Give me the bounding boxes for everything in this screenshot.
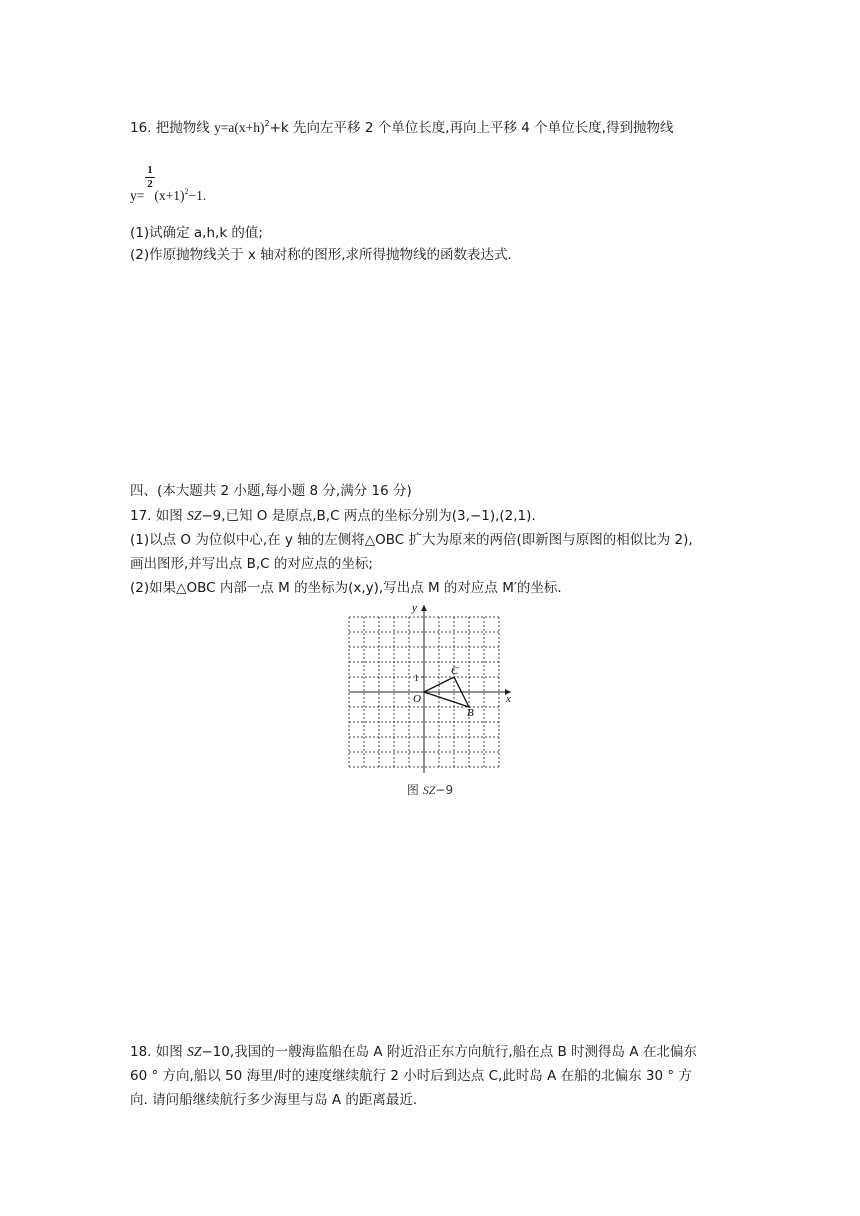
q16-formula: y=a(x+h) <box>214 120 265 135</box>
fraction-numerator: 1 <box>145 165 155 178</box>
exponent: 2 <box>264 119 270 128</box>
q18-line-1 <box>130 1043 697 1061</box>
point-c-label: C <box>451 665 459 677</box>
q17-part-1b: 画出图形,并写出点 B,C 的对应点的坐标; <box>130 556 373 572</box>
q16-formula: (x+1) <box>154 188 185 203</box>
figure-ref: SZ <box>187 508 202 523</box>
q16-part-1: (1)试确定 a,h,k 的值; <box>130 225 263 241</box>
q16-line-1 <box>130 119 673 137</box>
caption-text: 图 <box>406 783 423 797</box>
figure-ref: SZ <box>187 1044 202 1059</box>
figure-caption <box>0 781 860 798</box>
q16-line-2 <box>130 187 206 205</box>
coordinate-grid-figure <box>340 598 520 776</box>
q17-part-1a: (1)以点 O 为位似中心,在 y 轴的左侧将△OBC 扩大为原来的两倍(即新图与原图的相似比为 2), <box>130 532 693 548</box>
y-axis-arrow <box>421 605 427 611</box>
q16-text: +k 先向左平移 2 个单位长度,再向上平移 4 个单位长度,得到抛物线 <box>269 120 674 136</box>
section-header: 四、(本大题共 2 小题,每小题 8 分,满分 16 分) <box>130 483 412 499</box>
caption-text: −9 <box>435 783 454 797</box>
q16-formula: −1. <box>188 188 207 203</box>
q17-part-2: (2)如果△OBC 内部一点 M 的坐标为(x,y),写出点 M 的对应点 M′的坐标. <box>130 580 562 596</box>
x-axis-label: x <box>506 693 511 705</box>
fraction-denominator: 2 <box>147 178 153 190</box>
q16-text: 16. 把抛物线 <box>130 120 215 136</box>
q16-formula: y= <box>130 188 145 203</box>
y-axis-label: y <box>412 602 417 614</box>
q18-text: −10,我国的一艘海监船在岛 A 附近沿正东方向航行,船在点 B 时测得岛 A 在北偏东 <box>201 1044 697 1060</box>
q18-text: 18. 如图 <box>130 1044 188 1060</box>
q16-part-2: (2)作原抛物线关于 x 轴对称的图形,求所得抛物线的函数表达式. <box>130 247 512 263</box>
q18-line-3: 向. 请问船继续航行多少海里与岛 A 的距离最近. <box>130 1092 418 1108</box>
tick-label-1: 1 <box>414 673 419 683</box>
q17-line-1 <box>130 507 536 525</box>
q17-text: −9,已知 O 是原点,B,C 两点的坐标分别为(3,−1),(2,1). <box>201 508 536 524</box>
exponent: 2 <box>184 187 189 196</box>
origin-label: O <box>413 693 421 705</box>
figure-ref: SZ <box>422 783 436 797</box>
q17-text: 17. 如图 <box>130 508 188 524</box>
point-b-label: B <box>467 707 474 719</box>
q18-line-2: 60 ° 方向,船以 50 海里/时的速度继续航行 2 小时后到达点 C,此时岛 A 在船的北偏东 30 ° 方 <box>130 1068 692 1084</box>
